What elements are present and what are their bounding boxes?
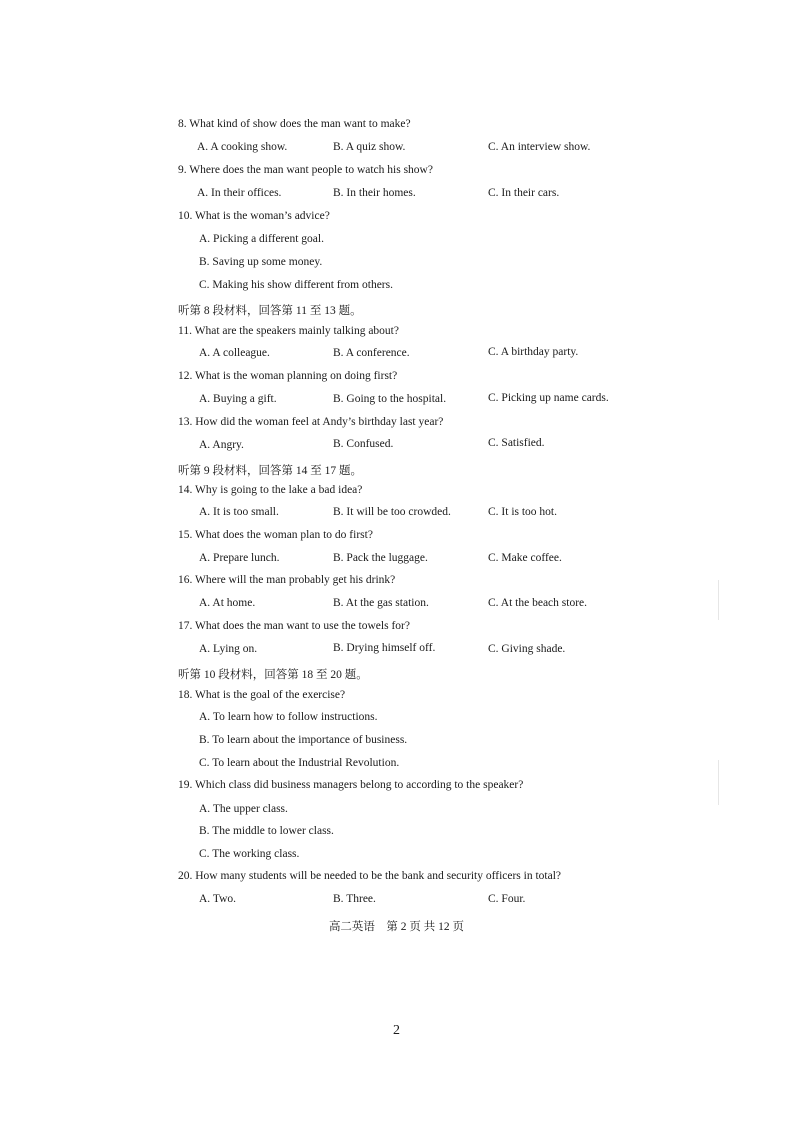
question-8: 8. What kind of show does the man want to make? — [178, 118, 411, 130]
section-heading-9: 听第 9 段材料，回答第 14 至 17 题。 — [178, 465, 362, 477]
option-18b: B. To learn about the importance of business. — [199, 734, 408, 746]
section-heading-8: 听第 8 段材料，回答第 11 至 13 题。 — [178, 305, 362, 317]
option-20b: B. Three. — [333, 893, 376, 905]
option-9b: B. In their homes. — [333, 187, 416, 199]
question-13: 13. How did the woman feel at Andy’s birthday last year? — [178, 416, 444, 428]
page-number: 2 — [393, 1023, 400, 1038]
option-10b: B. Saving up some money. — [199, 256, 323, 268]
question-9: 9. Where does the man want people to watch his show? — [178, 164, 433, 176]
option-12a: A. Buying a gift. — [199, 393, 277, 405]
option-19b: B. The middle to lower class. — [199, 825, 334, 837]
option-8b: B. A quiz show. — [333, 141, 406, 153]
option-14a: A. It is too small. — [199, 506, 279, 518]
option-12c: C. Picking up name cards. — [488, 392, 609, 404]
page-footer: 高二英语 第 2 页 共 12 页 — [328, 921, 465, 933]
option-10a: A. Picking a different goal. — [199, 233, 324, 245]
option-13b: B. Confused. — [333, 438, 394, 450]
question-19: 19. Which class did business managers belong to according to the speaker? — [178, 779, 524, 791]
option-9c: C. In their cars. — [488, 187, 560, 199]
question-17: 17. What does the man want to use the towels for? — [178, 620, 410, 632]
question-16: 16. Where will the man probably get his drink? — [178, 574, 396, 586]
question-20: 20. How many students will be needed to be the bank and security officers in total? — [178, 870, 562, 882]
option-8c: C. An interview show. — [488, 141, 591, 153]
option-15b: B. Pack the luggage. — [333, 552, 428, 564]
option-15c: C. Make coffee. — [488, 552, 562, 564]
option-20a: A. Two. — [199, 893, 236, 905]
option-8a: A. A cooking show. — [197, 141, 288, 153]
question-10: 10. What is the woman’s advice? — [178, 210, 330, 222]
option-18c: C. To learn about the Industrial Revolution. — [199, 757, 400, 769]
option-10c: C. Making his show different from others. — [199, 279, 393, 291]
option-19a: A. The upper class. — [199, 803, 288, 815]
option-11b: B. A conference. — [333, 347, 410, 359]
option-16c: C. At the beach store. — [488, 597, 588, 609]
question-12: 12. What is the woman planning on doing first? — [178, 370, 398, 382]
option-17c: C. Giving shade. — [488, 643, 566, 655]
scan-artifact — [718, 580, 719, 620]
option-14b: B. It will be too crowded. — [333, 506, 451, 518]
option-12b: B. Going to the hospital. — [333, 393, 447, 405]
question-15: 15. What does the woman plan to do first? — [178, 529, 373, 541]
option-14c: C. It is too hot. — [488, 506, 558, 518]
option-11c: C. A birthday party. — [488, 346, 579, 358]
question-11: 11. What are the speakers mainly talking about? — [178, 325, 399, 337]
option-17b: B. Drying himself off. — [333, 642, 436, 654]
question-18: 18. What is the goal of the exercise? — [178, 689, 346, 701]
option-17a: A. Lying on. — [199, 643, 258, 655]
option-16a: A. At home. — [199, 597, 256, 609]
option-11a: A. A colleague. — [199, 347, 270, 359]
section-heading-10: 听第 10 段材料，回答第 18 至 20 题。 — [178, 669, 368, 681]
option-18a: A. To learn how to follow instructions. — [199, 711, 378, 723]
option-9a: A. In their offices. — [197, 187, 282, 199]
scan-artifact — [718, 760, 719, 805]
option-15a: A. Prepare lunch. — [199, 552, 280, 564]
question-14: 14. Why is going to the lake a bad idea? — [178, 484, 363, 496]
option-20c: C. Four. — [488, 893, 526, 905]
option-13a: A. Angry. — [199, 439, 244, 451]
option-13c: C. Satisfied. — [488, 437, 545, 449]
option-19c: C. The working class. — [199, 848, 300, 860]
option-16b: B. At the gas station. — [333, 597, 429, 609]
